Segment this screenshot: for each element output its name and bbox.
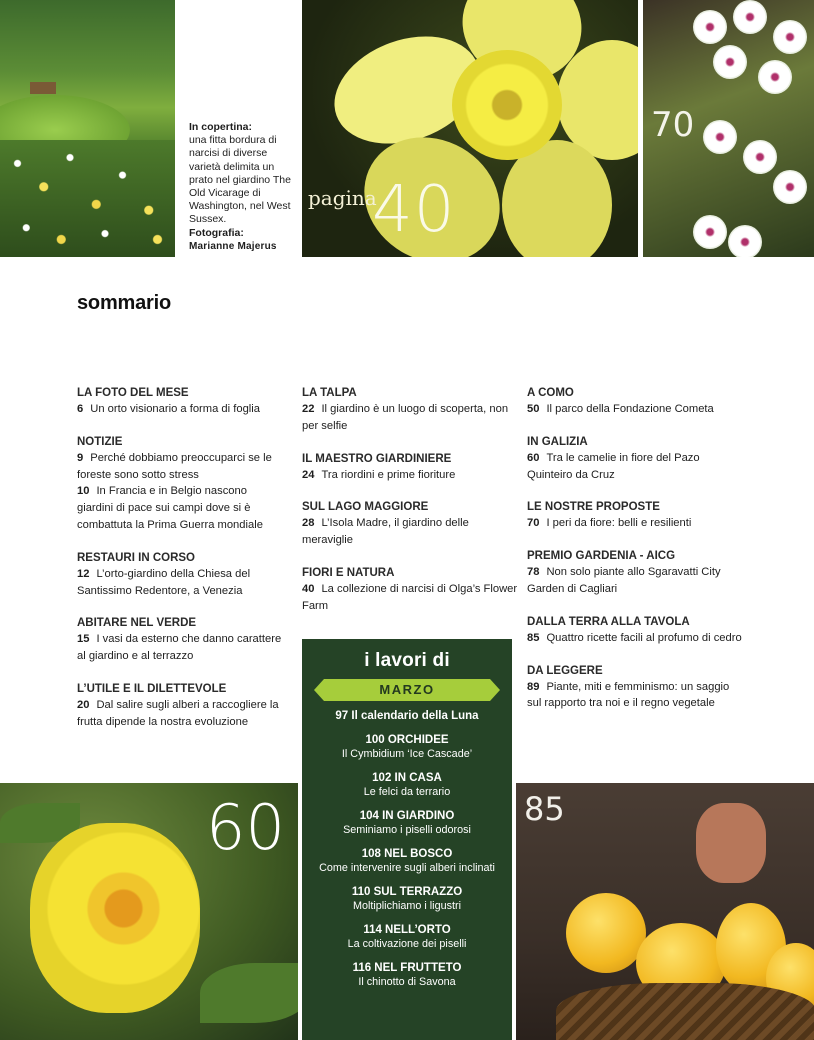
caption-credit-label: Fotografia: [189,226,244,239]
camellia-flower [30,823,200,1013]
blossom [693,10,727,44]
contents-entry [77,631,282,665]
entry-title: Piante, miti e femminismo: un saggio sul rapporto tra noi e il regno vegetale [527,680,730,710]
section-heading: PREMIO GARDENIA - AICG [527,550,676,563]
section-heading: DA LEGGERE [527,664,603,677]
page-number: 70 [651,105,695,145]
contents-entry [527,515,743,532]
caption-credit-name: Marianne Majerus [189,240,277,252]
section-heading: SUL LAGO MAGGIORE [302,501,429,514]
section-heading: DALLA TERRA ALLA TAVOLA [527,615,690,628]
lavori-item-heading: 100 ORCHIDEE [365,734,449,746]
entry-page-number: 12 [77,567,90,580]
cover-caption [189,121,297,253]
section-heading: A COMO [527,387,574,399]
entry-title: Non solo piante allo Sgaravatti City Garden di Cagliari [527,566,721,595]
lavori-item [302,771,512,799]
contents-entry [527,564,743,598]
section-heading: L’UTILE E IL DILETTEVOLE [77,682,227,695]
page-title: sommario [77,292,171,314]
entry-page-number: 70 [527,517,540,530]
lavori-item-subtitle: Moltiplichiamo i ligustri [352,900,461,912]
blossom [713,45,747,79]
contents-section [77,682,282,731]
entry-title: La collezione di narcisi di Olga’s Flower Farm [302,582,518,612]
lavori-item-heading: 104 IN GIARDINO [359,810,455,822]
section-heading: IN GALIZIA [527,435,588,448]
lavori-box [302,639,512,1040]
basket-shape [556,983,814,1040]
photo-camellia [0,783,298,1040]
contents-column-1 [77,386,282,748]
lavori-item [302,961,512,989]
entry-page-number: 6 [77,403,84,415]
blossom [758,60,792,94]
blossom [773,170,807,204]
entry-title: In Francia e in Belgio nascono giardini di pace sui campi dove si è combattuta la Prima Guerra mondiale [77,485,263,531]
lavori-item-heading: 110 SUL TERRAZZO [351,886,463,898]
contents-section [302,386,518,435]
page-number: 85 [524,790,565,828]
lavori-item-subtitle: Come intervenire sugli alberi inclinati [319,862,495,874]
section-heading: LA FOTO DEL MESE [77,387,189,399]
lavori-item-subtitle: Il Cymbidium ‘Ice Cascade’ [341,748,473,760]
blossom [703,120,737,154]
contents-column-2 [302,386,518,632]
contents-entry [77,483,282,533]
lavori-item-subtitle: Le felci da terrario [363,786,451,798]
citron [566,893,646,973]
contents-section [302,452,518,484]
photo-pear-blossom [643,0,814,257]
lavori-item-heading: 97 Il calendario della Luna [335,710,479,722]
entry-page-number: 89 [527,680,540,693]
lavori-item-subtitle: La coltivazione dei piselli [347,938,467,950]
lavori-item [302,885,512,913]
blossom [728,225,762,257]
caption-text: una fitta bordura di narcisi di diverse varietà delimita un prato nel giardino The Old Vicarage di Washington, nel West Sussex. [189,134,291,226]
contents-section [527,500,743,532]
contents-entry [527,450,743,484]
entry-page-number: 24 [302,468,315,481]
contents-entry [77,401,282,418]
contents-entry [77,566,282,600]
lavori-item-heading: 114 NELL’ORTO [363,924,451,936]
blossom [743,140,777,174]
contents-entry [77,450,282,484]
section-heading: FIORI E NATURA [302,566,395,579]
section-heading: NOTIZIE [77,435,123,448]
lavori-item-heading: 102 IN CASA [372,772,442,784]
lavori-item [302,923,512,951]
contents-section [77,386,282,418]
daffodil-border [0,140,175,257]
contents-section [302,566,518,615]
contents-entry [302,515,518,549]
photo-narcissus [302,0,638,257]
section-heading: LA TALPA [302,387,357,399]
lavori-list [302,709,512,989]
blossom [693,215,727,249]
section-heading: IL MAESTRO GIARDINIERE [302,452,452,465]
hand-shape [696,803,766,883]
month-ribbon: MARZO [324,679,490,701]
cover-photo-garden [0,0,175,257]
section-heading: ABITARE NEL VERDE [77,617,197,630]
contents-entry [527,630,743,647]
narcissus-cup [452,50,562,160]
section-heading: LE NOSTRE PROPOSTE [527,501,660,514]
page-number: 60 [206,791,285,864]
entry-title: L’Isola Madre, il giardino delle meraviglie [302,517,469,547]
blossom [773,20,807,54]
contents-entry [302,581,518,615]
entry-page-number: 28 [302,517,315,530]
contents-section [527,664,743,713]
entry-page-number: 78 [527,566,540,579]
lavori-title: i lavori di [364,650,450,671]
lavori-item [302,809,512,837]
contents-entry [302,467,518,484]
page-number: 40 [372,173,456,247]
entry-title: I vasi da esterno che danno carattere al giardino e al terrazzo [77,633,282,663]
entry-title: Quattro ricette facili al profumo di cedro [546,631,742,644]
blossom [733,0,767,34]
entry-title: I peri da fiore: belli e resilienti [546,517,692,530]
entry-page-number: 85 [527,631,540,644]
lavori-item [302,847,512,875]
contents-section [527,435,743,484]
bench-shape [30,82,56,94]
page-label: pagina [308,186,377,210]
contents-section [302,500,518,549]
lavori-item-heading: 108 NEL BOSCO [361,848,453,860]
contents-section [77,551,282,600]
entry-title: L’orto-giardino della Chiesa del Santissimo Redentore, a Venezia [77,567,251,597]
contents-section [527,549,743,598]
entry-page-number: 9 [77,451,84,464]
contents-entry [302,401,518,435]
caption-label: In copertina: [189,121,253,133]
entry-title: Il giardino è un luogo di scoperta, non per selfie [302,403,509,432]
section-heading: RESTAURI IN CORSO [77,551,195,564]
entry-page-number: 60 [527,451,540,464]
entry-title: Tra riordini e prime fioriture [321,468,456,481]
entry-title: Tra le camelie in fiore del Pazo Quinteiro da Cruz [527,451,700,481]
leaf [200,963,298,1023]
entry-page-number: 20 [77,698,90,711]
entry-page-number: 15 [77,633,90,646]
lavori-item-subtitle: Il chinotto di Savona [358,976,456,988]
entry-page-number: 50 [527,403,540,415]
entry-title: Il parco della Fondazione Cometa [546,403,714,415]
entry-title: Dal salire sugli alberi a raccogliere la frutta dipende la nostra evoluzione [77,698,279,728]
contents-column-3 [527,386,743,729]
contents-section [527,615,743,647]
contents-entry [77,697,282,731]
lavori-item-heading: 116 NEL FRUTTETO [352,962,462,974]
entry-title: Perché dobbiamo preoccuparci se le foreste sono sotto stress [77,451,272,481]
photo-citron-basket [516,783,814,1040]
lavori-item-subtitle: Seminiamo i piselli odorosi [343,824,471,836]
entry-title: Un orto visionario a forma di foglia [90,403,260,415]
entry-page-number: 10 [77,485,90,498]
entry-page-number: 40 [302,582,315,595]
contents-section [77,616,282,665]
contents-entry [527,679,743,713]
lavori-item [302,709,512,723]
contents-entry [527,401,743,418]
lavori-item [302,733,512,761]
contents-section [527,386,743,418]
contents-section [77,435,282,534]
entry-page-number: 22 [302,403,315,415]
